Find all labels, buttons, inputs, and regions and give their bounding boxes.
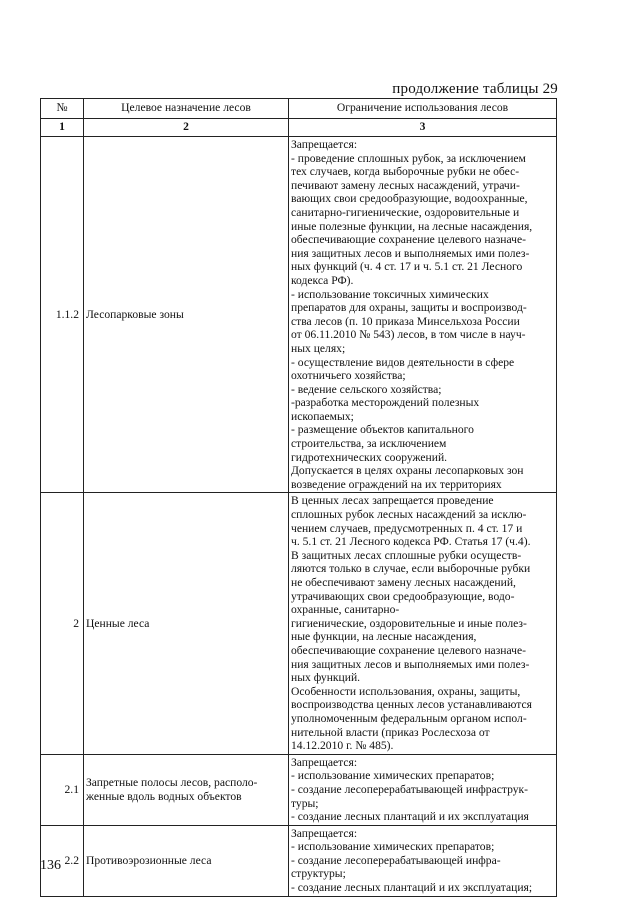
row-restriction — [289, 754, 557, 825]
restriction-line: строительства, за исключением — [291, 437, 447, 451]
restriction-line: Запрещается: — [291, 138, 358, 151]
column-number-3: 3 — [289, 119, 557, 137]
restriction-line: не обеспечивают замену лесных насаждений, — [291, 576, 516, 589]
restriction-line: Допускается в целях охраны лесопарковых зон — [291, 464, 524, 478]
table-row — [41, 754, 557, 825]
column-number-2: 2 — [84, 119, 289, 137]
row-purpose — [84, 137, 289, 493]
restriction-line: сплошных рубок лесных насаждений за исклю- — [291, 508, 527, 522]
restriction-line: - использование химических препаратов; — [291, 769, 495, 783]
header-restriction: Ограничение использования лесов — [289, 99, 557, 119]
table-header-row — [41, 99, 557, 119]
row-purpose — [84, 754, 289, 825]
restriction-line: тех случаев, когда выборочные рубки не обес- — [291, 165, 520, 179]
restriction-line: гидротехнических сооружений. — [291, 450, 448, 464]
restriction-line: туры; — [291, 796, 319, 810]
restriction-line: санитарно-гигиенические, оздоровительные и — [291, 205, 520, 219]
table-row — [41, 493, 557, 754]
table-body — [41, 137, 557, 897]
purpose-line: Противоэрозионные леса — [86, 853, 212, 867]
restriction-line: охотничьего хозяйства; — [291, 369, 406, 383]
restriction-line: охранные, санитарно- — [291, 603, 400, 617]
row-purpose — [84, 825, 289, 896]
restriction-line: - использование токсичных химических — [291, 287, 489, 301]
restriction-line: обеспечивающие сохранение целевого назначе- — [291, 233, 527, 247]
row-number: 2 — [41, 493, 84, 754]
row-restriction — [289, 493, 557, 754]
restriction-line: ляются только в случае, если выборочные рубки — [291, 562, 531, 576]
restriction-line: - осуществление видов деятельности в сфере — [291, 355, 515, 369]
restriction-line: - размещение объектов капитального — [291, 423, 474, 437]
restriction-line: воспроизводства ценных лесов устанавливаются — [291, 698, 532, 712]
row-number: 2.2 — [41, 825, 84, 896]
restriction-line: обеспечивающие сохранение целевого назначе- — [291, 643, 527, 657]
restriction-line: - проведение сплошных рубок, за исключением — [291, 151, 526, 165]
restriction-line: - ведение сельского хозяйства; — [291, 382, 442, 396]
row-number: 1.1.2 — [41, 137, 84, 493]
restriction-line: Особенности использования, охраны, защиты, — [291, 684, 521, 698]
restriction-line: кодекса РФ). — [291, 273, 354, 287]
row-purpose — [84, 493, 289, 754]
restriction-line: утрачивающих свои средообразующие, водо- — [291, 589, 515, 603]
restriction-line: от 06.11.2010 № 543) лесов, в том числе в науч- — [291, 328, 526, 342]
restriction-line: - создание лесоперерабатывающей инфра- — [291, 853, 501, 867]
restriction-line: нительной власти (приказ Рослесхоза от — [291, 725, 490, 739]
table-row — [41, 825, 557, 896]
restriction-line: ные функции, на лесные насаждения, — [291, 630, 477, 644]
restriction-line: Запрещается: — [291, 755, 358, 769]
restriction-line: Запрещается: — [291, 826, 358, 840]
purpose-line: Лесопарковые зоны — [86, 307, 184, 321]
restriction-line: препаратов для охраны, защиты и воспроизвод- — [291, 301, 527, 315]
restriction-line: возведение ограждений на их территориях — [291, 477, 502, 491]
restriction-line: -разработка месторождений полезных — [291, 396, 480, 410]
restriction-line: чением случаев, предусмотренных п. 4 ст. 17 и — [291, 521, 523, 535]
restriction-line: ния защитных лесов и выполняемых ими полез- — [291, 657, 530, 671]
restriction-line: печивают замену лесных насаждений, утрачи- — [291, 178, 520, 192]
row-number: 2.1 — [41, 754, 84, 825]
restriction-line: - создание лесных плантаций и их эксплуатация; — [291, 881, 533, 895]
row-restriction — [289, 825, 557, 896]
table-caption: продолжение таблицы 29 — [392, 81, 558, 97]
purpose-line: Ценные леса — [86, 616, 150, 630]
page-number: 136 — [40, 858, 61, 873]
restriction-line: ных целях; — [291, 341, 346, 355]
purpose-line: женные вдоль водных объектов — [86, 789, 242, 803]
restriction-line: ч. 5.1 ст. 21 Лесного кодекса РФ. Статья 17 (ч.4). — [291, 535, 531, 549]
restriction-line: - создание лесоперерабатывающей инфраструк- — [291, 782, 529, 796]
purpose-line: Запретные полосы лесов, располо- — [86, 776, 258, 790]
restrictions-table — [40, 98, 557, 897]
restriction-line: В защитных лесах сплошные рубки осуществ- — [291, 548, 522, 562]
restriction-line: - создание лесных плантаций и их эксплуатация — [291, 810, 529, 824]
restriction-line: уполномоченным федеральным органом испол- — [291, 711, 527, 725]
restriction-line: ства лесов (п. 10 приказа Минсельхоза России — [291, 314, 520, 328]
restriction-line: ных функций. — [291, 671, 361, 685]
table-row — [41, 137, 557, 493]
restriction-line: ископаемых; — [291, 409, 354, 423]
restriction-line: ния защитных лесов и выполняемых ими полез- — [291, 246, 530, 260]
restriction-line: иные полезные функции, на лесные насаждения, — [291, 219, 533, 233]
header-purpose: Целевое назначение лесов — [84, 99, 289, 119]
header-number: № — [41, 99, 84, 119]
column-numbers-row — [41, 119, 557, 137]
restriction-line: 14.12.2010 г. № 485). — [291, 739, 394, 753]
row-restriction — [289, 137, 557, 493]
column-number-1: 1 — [41, 119, 84, 137]
restriction-line: гигиенические, оздоровительные и иные полез- — [291, 616, 527, 630]
restriction-line: вающих свои средообразующие, водоохранные, — [291, 192, 528, 206]
restriction-line: ных функций (ч. 4 ст. 17 и ч. 5.1 ст. 21 Лесного — [291, 260, 523, 274]
restriction-line: структуры; — [291, 867, 346, 881]
restriction-line: - использование химических препаратов; — [291, 840, 495, 854]
restriction-line: В ценных лесах запрещается проведение — [291, 494, 494, 508]
